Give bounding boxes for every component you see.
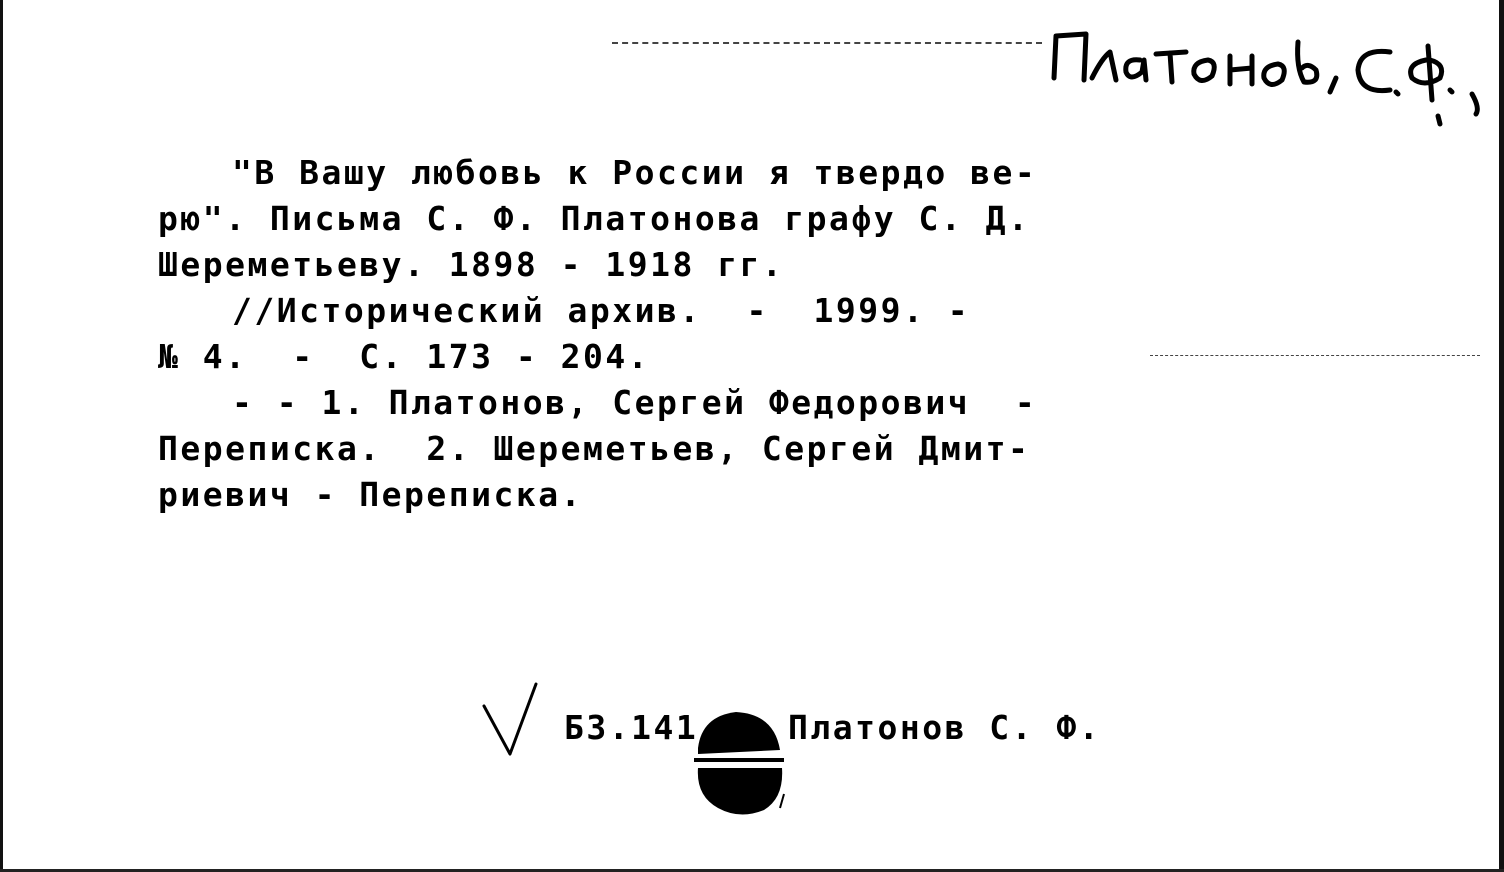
entry-line-8: риевич - Переписка. (158, 475, 583, 514)
card-left-edge (0, 0, 3, 872)
entry-line-1: "В Вашу любовь к России я твердо ве- (232, 153, 1038, 192)
entry-line-4: //Исторический архив. - 1999. - (232, 291, 971, 330)
shelf-author: Платонов С. Ф. (788, 708, 1102, 747)
check-mark-icon (478, 678, 548, 768)
entry-line-7: Переписка. 2. Шереметьев, Сергей Дмит- (158, 429, 1031, 468)
entry-line-5: № 4. - С. 173 - 204. (158, 337, 651, 376)
call-number: Б3.141 (564, 708, 699, 747)
top-guide-line (612, 42, 1042, 44)
middle-guide-line (1150, 355, 1480, 356)
entry-line-6: - - 1. Платонов, Сергей Федорович - (232, 383, 1038, 422)
handwritten-heading (1040, 8, 1500, 138)
ink-blot-icon (688, 698, 788, 818)
catalog-entry (158, 150, 1158, 518)
entry-line-2: рю". Письма С. Ф. Платонова графу С. Д. (158, 199, 1031, 238)
shelf-row (478, 678, 1178, 828)
handwritten-heading-signature (1040, 8, 1500, 138)
entry-line-3: Шереметьеву. 1898 - 1918 гг. (158, 245, 785, 284)
